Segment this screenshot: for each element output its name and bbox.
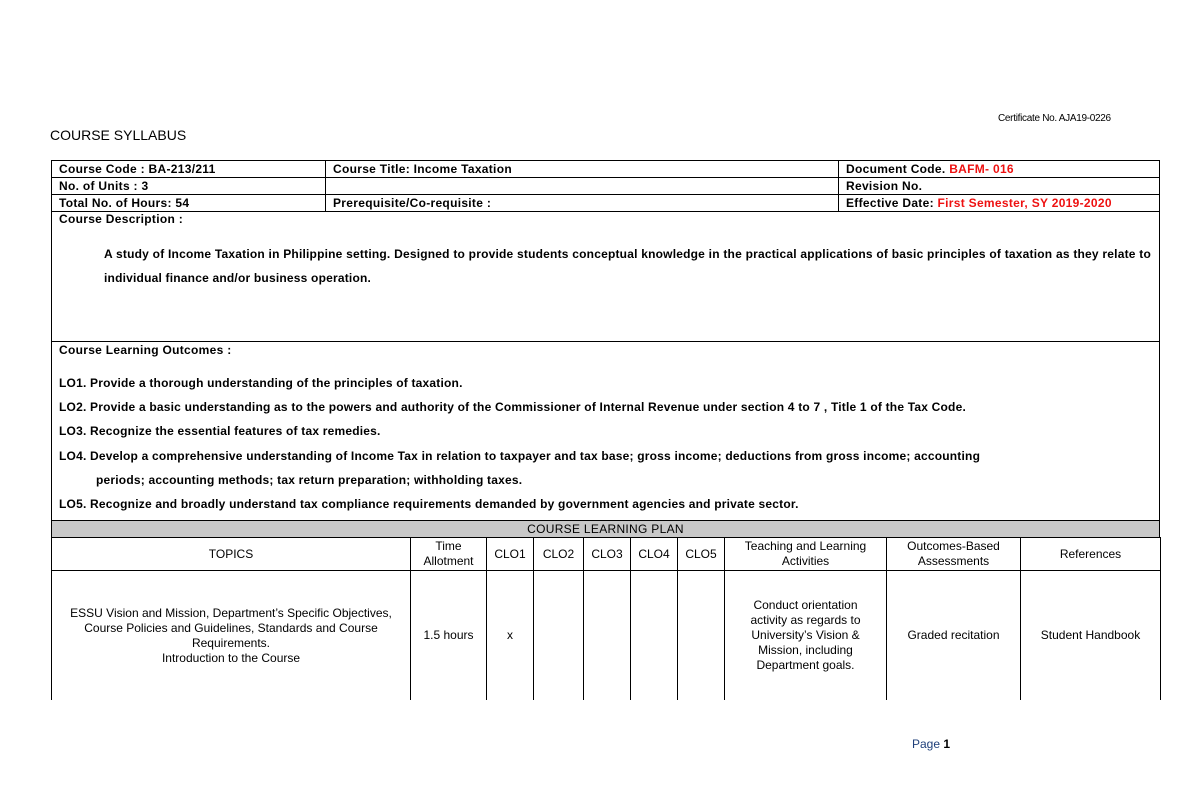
document-code-value: BAFM- 016: [949, 161, 1014, 176]
col-activities: Teaching and Learning Activities: [725, 538, 887, 571]
learning-plan-table: [51, 537, 1161, 700]
learning-plan-header-row: [52, 538, 1161, 571]
topic-text-2: Introduction to the Course: [161, 650, 301, 665]
col-clo1: CLO1: [487, 538, 534, 571]
learning-outcomes-section: [51, 342, 1160, 521]
learning-outcome-5: LO5. Recognize and broadly understand tax compliance requirements demanded by government agencies and private sector.: [59, 497, 799, 511]
assessments-cell: Graded recitation: [887, 571, 1021, 701]
page-number-value: 1: [943, 737, 951, 751]
clo2-cell: [534, 571, 584, 701]
page-title: COURSE SYLLABUS: [50, 127, 187, 143]
document-code-label: Document Code.: [846, 161, 946, 176]
time-allotment-cell: 1.5 hours: [411, 571, 487, 701]
prerequisite: Prerequisite/Co-requisite :: [326, 195, 839, 212]
col-clo5: CLO5: [678, 538, 725, 571]
effective-date-value: First Semester, SY 2019-2020: [937, 195, 1112, 210]
clo5-cell: [678, 571, 725, 701]
effective-date: [839, 195, 1160, 212]
units: No. of Units : 3: [52, 178, 326, 195]
clo4-cell: [631, 571, 678, 701]
learning-plan-heading: COURSE LEARNING PLAN: [51, 520, 1160, 538]
topic-text: ESSU Vision and Mission, Department’s Specific Objectives, Course Policies and Guidelines, Standards and Course Requirements.: [70, 605, 392, 650]
learning-outcome-3: LO3. Recognize the essential features of tax remedies.: [59, 424, 381, 438]
learning-outcome-1: LO1. Provide a thorough understanding of the principles of taxation.: [59, 376, 463, 390]
col-topics: TOPICS: [52, 538, 411, 571]
header-row-1: [52, 161, 1160, 178]
revision-number: Revision No.: [839, 178, 1160, 195]
header-row-3: [52, 195, 1160, 212]
course-header-table: [51, 160, 1160, 212]
references-cell: Student Handbook: [1021, 571, 1161, 701]
clo1-cell: x: [487, 571, 534, 701]
col-clo2: CLO2: [534, 538, 584, 571]
course-description-text: A study of Income Taxation in Philippine setting. Designed to provide students conceptual knowledge in the practical applications of basic principles of taxation as they relate to individual finance and/or business operation.: [104, 247, 1151, 285]
course-title: Course Title: Income Taxation: [326, 161, 839, 178]
col-clo3: CLO3: [584, 538, 631, 571]
empty-cell: [326, 178, 839, 195]
learning-outcome-4: LO4. Develop a comprehensive understanding of Income Tax in relation to taxpayer and tax base; gross income; deductions from gross income; accounting: [59, 449, 981, 463]
clo3-cell: [584, 571, 631, 701]
table-row: [52, 571, 1161, 701]
course-description-section: [51, 211, 1160, 342]
activities-text: Conduct orientation activity as regards to University’s Vision & Mission, including Department goals.: [750, 598, 861, 672]
page-label: Page: [912, 737, 941, 751]
total-hours: Total No. of Hours: 54: [52, 195, 326, 212]
course-description-heading: Course Description :: [59, 212, 184, 226]
col-assessments: Outcomes-Based Assessments: [887, 538, 1021, 571]
col-time-allotment: Time Allotment: [411, 538, 487, 571]
activities-cell: [725, 571, 887, 701]
learning-outcomes-heading: Course Learning Outcomes :: [59, 343, 232, 357]
learning-outcome-2: LO2. Provide a basic understanding as to the powers and authority of the Commissioner of Internal Revenue under section 4 to 7 , Title 1 of the Tax Code.: [59, 400, 966, 414]
certificate-number: Certificate No. AJA19-0226: [998, 113, 1111, 124]
page-number: [912, 737, 950, 751]
col-references: References: [1021, 538, 1161, 571]
learning-outcome-4-continued: periods; accounting methods; tax return preparation; withholding taxes.: [96, 473, 523, 487]
col-clo4: CLO4: [631, 538, 678, 571]
topic-cell: [52, 571, 411, 701]
document-code: [839, 161, 1160, 178]
course-code: Course Code : BA-213/211: [52, 161, 326, 178]
header-row-2: [52, 178, 1160, 195]
effective-date-label: Effective Date:: [846, 195, 934, 210]
